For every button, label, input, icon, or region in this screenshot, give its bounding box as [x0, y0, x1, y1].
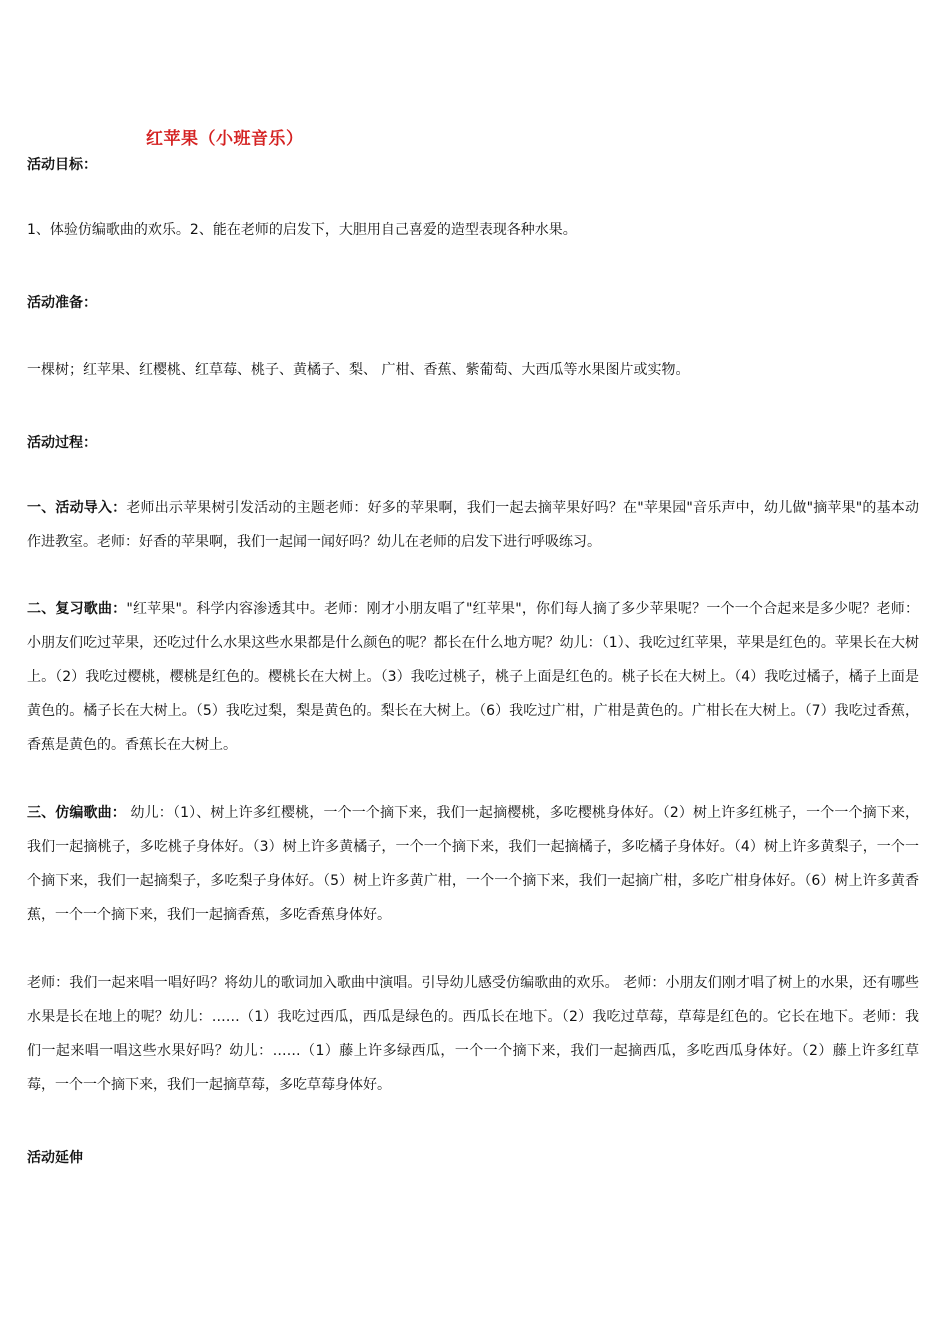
- goals-heading: 活动目标：: [27, 157, 97, 173]
- step1-text: 老师出示苹果树引发活动的主题老师：好多的苹果啊，我们一起去摘苹果好吗？在"苹果园"音乐声中，幼儿做"摘苹果"的基本动作进教室。老师：好香的苹果啊，我们一起闻一闻好吗？幼儿在老师的启发下进行呼吸练习。: [27, 500, 919, 550]
- process-heading: 活动过程：: [27, 435, 97, 451]
- document-title: 红苹果（小班音乐）: [146, 129, 304, 149]
- step2-text: "红苹果"。科学内容渗透其中。老师：刚才小朋友唱了"红苹果"，你们每人摘了多少苹果呢？一个一个合起来是多少呢？老师：小朋友们吃过苹果，还吃过什么水果这些水果都是什么颜色的呢？都长在什么地方呢？幼儿：（1）、我吃过红苹果，苹果是红色的。苹果长在大树上。（2）我吃过樱桃，樱桃是红色的。樱桃长在大树上。（3）我吃过桃子，桃子上面是红色的。桃子长在大树上。（4）我吃过橘子，橘子上面是黄色的。橘子长在大树上。（5）我吃过梨，梨是黄色的。梨长在大树上。（6）我吃过广柑，广柑是黄色的。广柑长在大树上。（7）我吃过香蕉，香蕉是黄色的。香蕉长在大树上。: [27, 601, 919, 753]
- extension-heading: 活动延伸: [27, 1150, 83, 1166]
- step3-label: 三、仿编歌曲：: [27, 805, 126, 821]
- preparation-heading: 活动准备：: [27, 295, 97, 311]
- preparation-text: 一棵树；红苹果、红樱桃、红草莓、桃子、黄橘子、梨、 广柑、香蕉、紫葡萄、大西瓜等水果图片或实物。: [27, 362, 690, 378]
- step1-label: 一、活动导入：: [27, 500, 127, 516]
- step4-paragraph: 老师：我们一起来唱一唱好吗？将幼儿的歌词加入歌曲中演唱。引导幼儿感受仿编歌曲的欢乐。 老师：小朋友们刚才唱了树上的水果，还有哪些水果是长在地上的呢？幼儿：……（1）我吃过西瓜，西瓜是绿色的。西瓜长在地下。（2）我吃过草莓，草莓是红色的。它长在地下。老师：我们一起来唱一唱这些水果好吗？幼儿：……（1）藤上许多绿西瓜，一个一个摘下来，我们一起摘西瓜，多吃西瓜身体好。（2）藤上许多红草莓，一个一个摘下来，我们一起摘草莓，多吃草莓身体好。: [27, 975, 919, 1093]
- step2-paragraph: [27, 592, 919, 762]
- goals-text: 1、体验仿编歌曲的欢乐。2、能在老师的启发下，大胆用自己喜爱的造型表现各种水果。: [27, 222, 577, 238]
- step1-paragraph: [27, 491, 919, 559]
- step2-label: 二、复习歌曲：: [27, 601, 127, 617]
- step3-paragraph: [27, 796, 919, 932]
- step3-text: 幼儿：（1）、树上许多红樱桃，一个一个摘下来，我们一起摘樱桃，多吃樱桃身体好。（2）树上许多红桃子，一个一个摘下来，我们一起摘桃子，多吃桃子身体好。（3）树上许多黄橘子，一个一个摘下来，我们一起摘橘子，多吃橘子身体好。（4）树上许多黄梨子，一个一个摘下来，我们一起摘梨子，多吃梨子身体好。（5）树上许多黄广柑，一个一个摘下来，我们一起摘广柑，多吃广柑身体好。（6）树上许多黄香蕉，一个一个摘下来，我们一起摘香蕉，多吃香蕉身体好。: [27, 805, 920, 923]
